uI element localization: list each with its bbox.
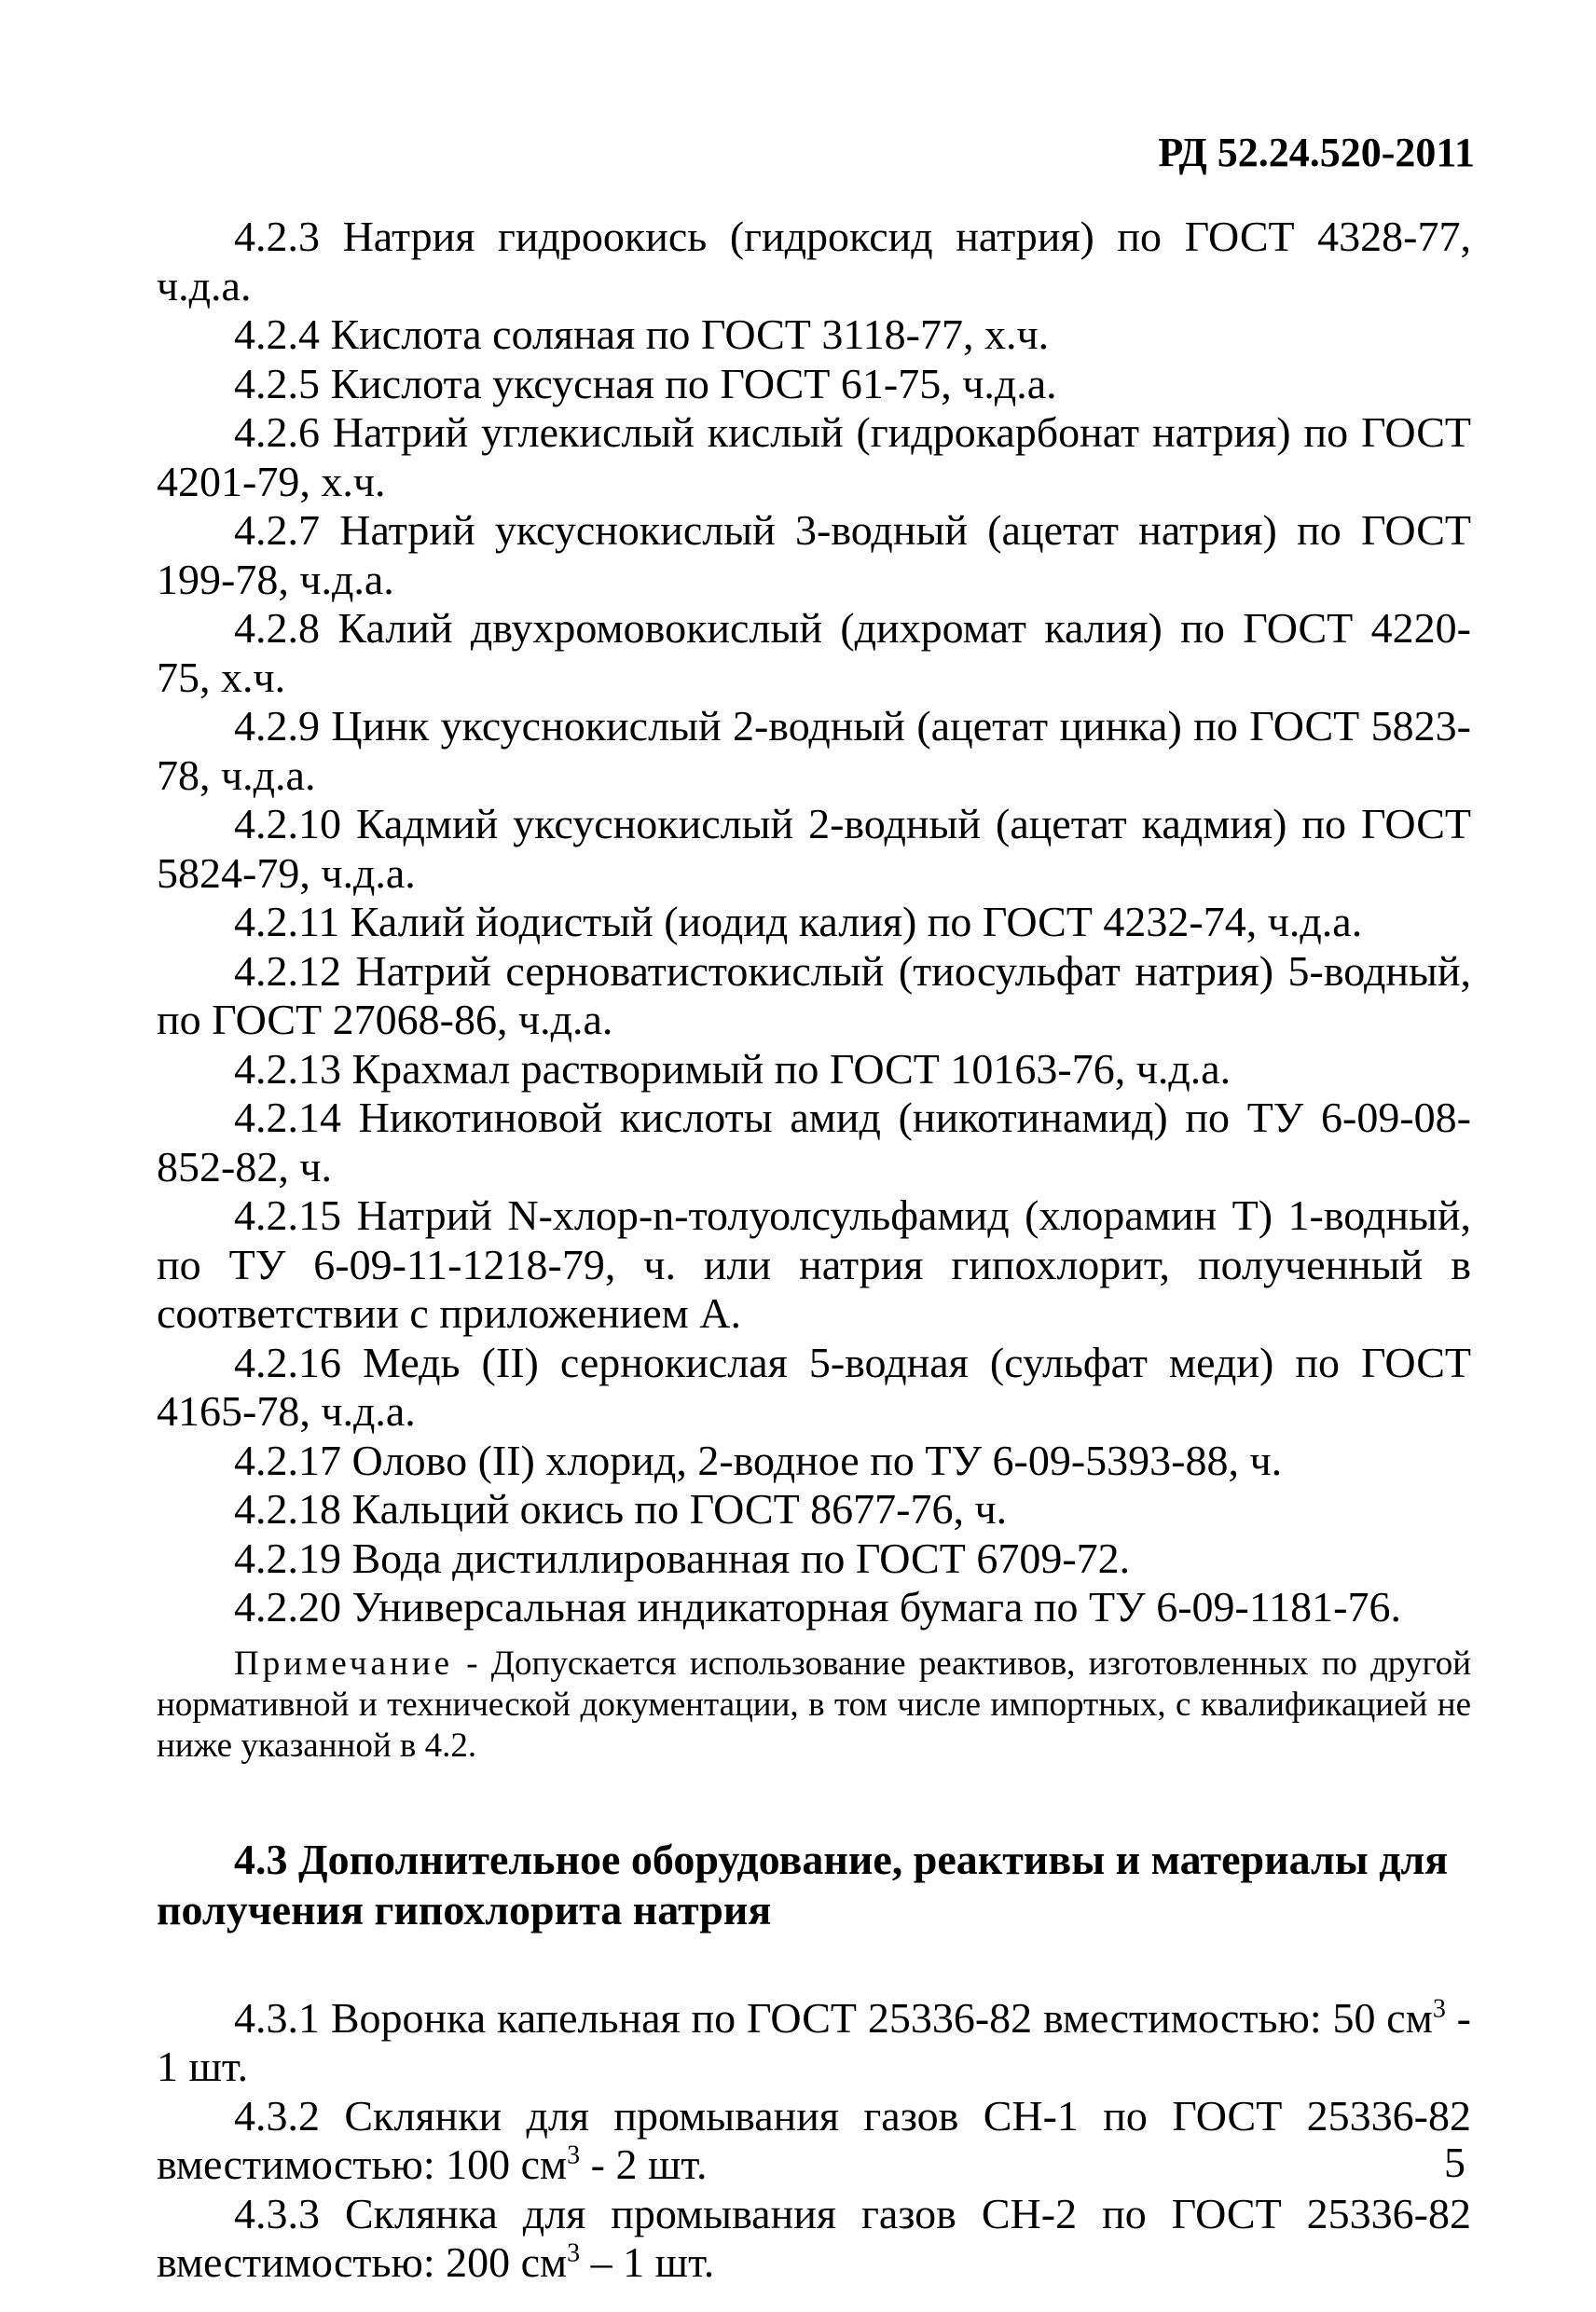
page-number: 5 <box>1444 2139 1465 2186</box>
list-item-4-2-13: 4.2.13 Крахмал растворимый по ГОСТ 10163-76, ч.д.а. <box>234 1044 1231 1093</box>
list-item-4-2-10: 4.2.10 Кадмий уксуснокислый 2-водный (ацетат кадмия) по ГОСТ 5824-79, ч.д.а. <box>157 800 1471 897</box>
list-item-4-2-12: 4.2.12 Натрий серноватистокислый (тиосульфат натрия) 5-водный, по ГОСТ 27068-86, ч.д.а. <box>157 946 1471 1043</box>
list-item-4-2-15: 4.2.15 Натрий N-хлор-n-толуолсульфамид (хлорамин Т) 1-водный, по ТУ 6-09-11-1218-79, ч. или натрия гипохлорит, полученный в соответствии с приложением А. <box>157 1191 1471 1337</box>
list-item-text-end: - 1 шт. <box>157 1993 1471 2090</box>
note-paragraph <box>157 1644 1471 1767</box>
superscript: 3 <box>567 2238 581 2268</box>
list-item-4-2-17: 4.2.17 Олово (II) хлорид, 2-водное по ТУ 6-09-5393-88, ч. <box>234 1436 1283 1484</box>
document-code-header: РД 52.24.520-2011 <box>1158 130 1475 175</box>
section-heading-4-3: 4.3 Дополнительное оборудование, реактивы и материалы для получения гипохлорита натрия <box>157 1835 1449 1934</box>
list-item-4-3-1 <box>157 1994 1471 2092</box>
list-item-4-2-18: 4.2.18 Кальций окись по ГОСТ 8677-76, ч. <box>234 1485 1008 1533</box>
list-item-4-2-6: 4.2.6 Натрий углекислый кислый (гидрокарбонат натрия) по ГОСТ 4201-79, х.ч. <box>157 408 1471 505</box>
list-item-text-end: - 2 шт. <box>580 2140 708 2188</box>
list-item-text: 4.3.1 Воронка капельная по ГОСТ 25336-82 вместимостью: 50 см <box>234 1993 1433 2042</box>
superscript: 3 <box>1432 1994 1446 2024</box>
list-item-4-2-7: 4.2.7 Натрий уксуснокислый 3-водный (ацетат натрия) по ГОСТ 199-78, ч.д.а. <box>157 506 1471 603</box>
list-item-4-2-4: 4.2.4 Кислота соляная по ГОСТ 3118-77, х.ч. <box>234 310 1050 358</box>
list-item-4-2-3: 4.2.3 Натрия гидроокись (гидроксид натрия) по ГОСТ 4328-77, ч.д.а. <box>157 213 1471 310</box>
list-item-4-3-3 <box>157 2190 1471 2288</box>
list-item-4-3-2 <box>157 2092 1471 2190</box>
list-item-4-2-5: 4.2.5 Кислота уксусная по ГОСТ 61-75, ч.д.а. <box>234 359 1057 407</box>
note-label: Примечание <box>234 1644 453 1683</box>
document-body <box>157 213 1471 2288</box>
list-item-4-2-19: 4.2.19 Вода дистиллированная по ГОСТ 6709-72. <box>234 1534 1131 1582</box>
list-item-4-2-8: 4.2.8 Калий двухромовокислый (дихромат калия) по ГОСТ 4220-75, х.ч. <box>157 604 1471 701</box>
list-item-4-2-14: 4.2.14 Никотиновой кислоты амид (никотинамид) по ТУ 6-09-08-852-82, ч. <box>157 1094 1471 1190</box>
list-item-4-2-20: 4.2.20 Универсальная индикаторная бумага по ТУ 6-09-1181-76. <box>234 1583 1401 1631</box>
list-item-text: 4.3.3 Склянка для промывания газов СН-2 по ГОСТ 25336-82 вместимостью: 200 см <box>157 2189 1471 2286</box>
list-item-4-2-11: 4.2.11 Калий йодистый (иодид калия) по ГОСТ 4232-74, ч.д.а. <box>234 898 1363 945</box>
list-item-4-2-16: 4.2.16 Медь (II) сернокислая 5-водная (сульфат меди) по ГОСТ 4165-78, ч.д.а. <box>157 1338 1471 1435</box>
note-text: - Допускается использование реактивов, изготовленных по другой нормативной и технической документации, в том числе импортных, с квалификацией не ниже указанной в 4.2. <box>157 1644 1471 1765</box>
superscript: 3 <box>567 2140 581 2170</box>
list-item-4-2-9: 4.2.9 Цинк уксуснокислый 2-водный (ацетат цинка) по ГОСТ 5823-78, ч.д.а. <box>157 702 1471 799</box>
list-item-text-end: – 1 шт. <box>580 2238 715 2286</box>
list-item-text: 4.3.2 Склянки для промывания газов СН-1 по ГОСТ 25336-82 вместимостью: 100 см <box>157 2091 1471 2188</box>
